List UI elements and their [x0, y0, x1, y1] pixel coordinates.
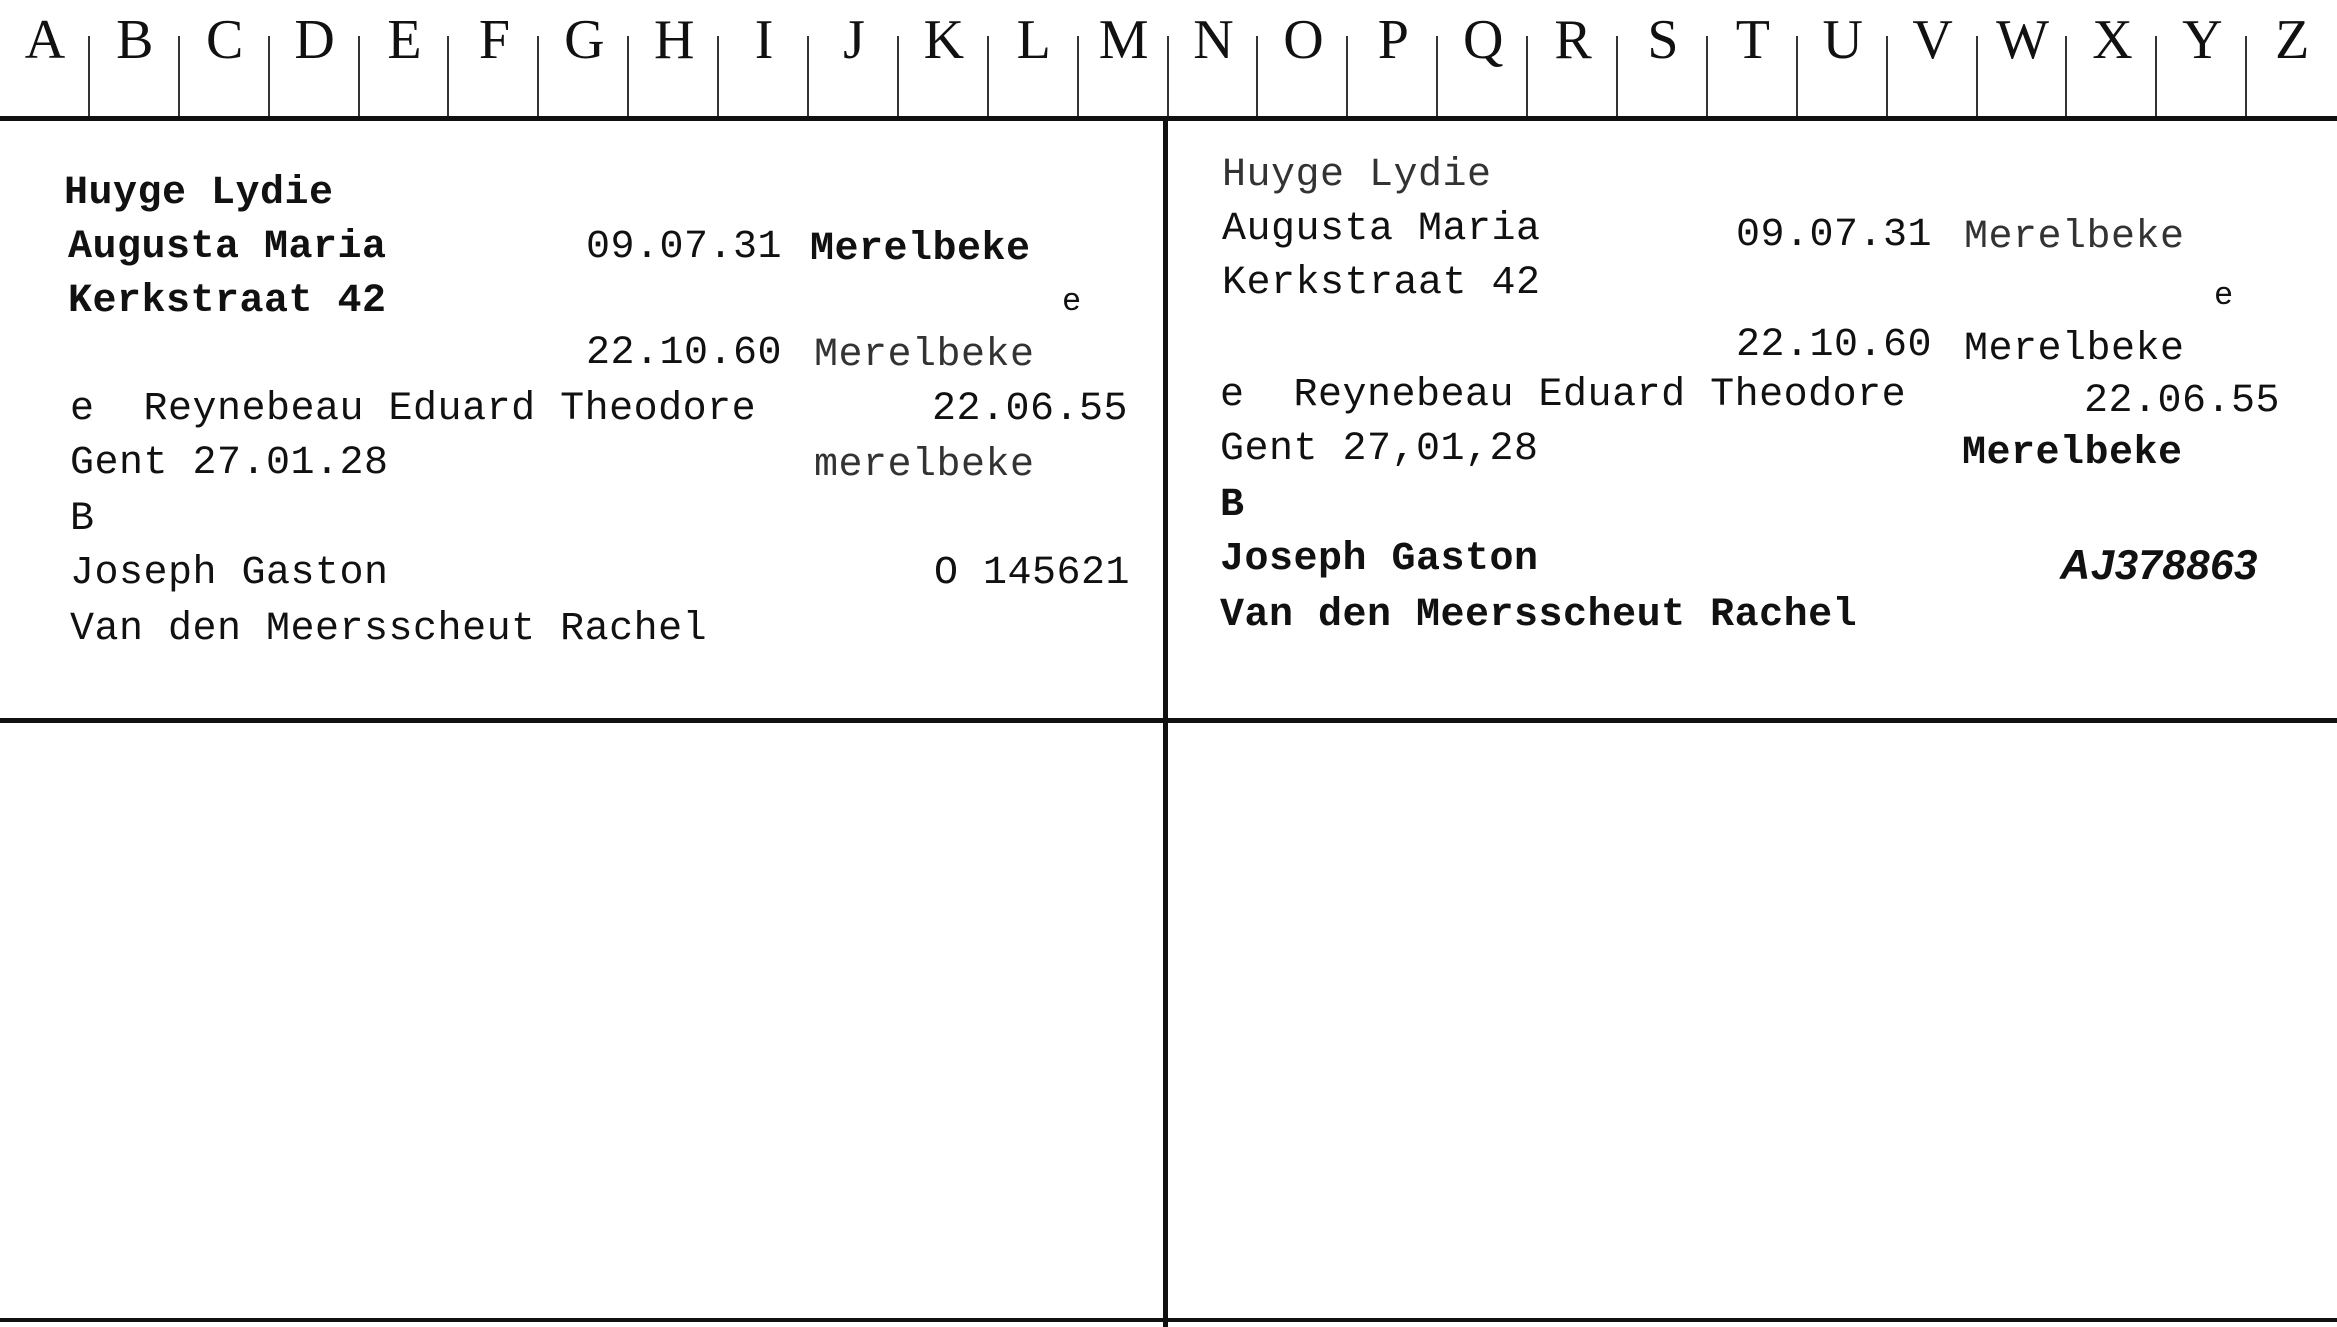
alphabet-letter-g: G [539, 0, 629, 118]
card-middle-names: Augusta Maria [1222, 207, 1541, 252]
card-marriage-date: 22.06.55 [932, 387, 1129, 432]
card-birth-place: Merelbeke [810, 227, 1031, 272]
alphabet-letter-y: Y [2157, 0, 2247, 118]
card-name: Huyge Lydie [64, 171, 334, 216]
card-note-e: e [2214, 277, 2234, 314]
alphabet-letter-x: X [2067, 0, 2157, 118]
alphabet-letter-n: N [1169, 0, 1259, 118]
alphabet-letter-u: U [1798, 0, 1888, 118]
alphabet-letter-v: V [1888, 0, 1978, 118]
card-nationality: B [1220, 483, 1245, 528]
card-marriage-date: 22.06.55 [2084, 379, 2281, 424]
alphabet-letter-m: M [1079, 0, 1169, 118]
alphabet-letter-d: D [270, 0, 360, 118]
alphabet-letter-w: W [1978, 0, 2068, 118]
alphabet-row [0, 0, 2337, 118]
card-address: Kerkstraat 42 [1222, 261, 1541, 306]
alphabet-letter-k: K [899, 0, 989, 118]
card-spouse-birth: Gent 27.01.28 [70, 441, 389, 486]
card-id-number: AJ378863 [2060, 541, 2258, 588]
card-note-e: e [1062, 283, 1082, 320]
alphabet-letter-b: B [90, 0, 180, 118]
card-date-2: 22.10.60 [1736, 323, 1933, 368]
card-nationality: B [70, 497, 95, 542]
card-marriage-place: merelbeke [814, 443, 1035, 488]
alphabet-letter-e: E [360, 0, 450, 118]
alphabet-letter-c: C [180, 0, 270, 118]
card-spouse: e Reynebeau Eduard Theodore [1220, 373, 1907, 418]
record-card-left [0, 120, 1163, 716]
card-birth-date: 09.07.31 [1736, 213, 1933, 258]
card-marriage-place: Merelbeke [1962, 431, 2183, 476]
alphabet-letter-f: F [449, 0, 539, 118]
card-row-divider [0, 718, 2337, 723]
card-mother: Van den Meersscheut Rachel [70, 607, 708, 652]
card-date-2: 22.10.60 [586, 331, 783, 376]
alphabet-letter-h: H [629, 0, 719, 118]
alphabet-letter-t: T [1708, 0, 1798, 118]
alphabet-index-strip [0, 0, 2337, 120]
card-address: Kerkstraat 42 [68, 279, 387, 324]
card-father: Joseph Gaston [1220, 537, 1539, 582]
alphabet-letter-j: J [809, 0, 899, 118]
alphabet-letter-a: A [0, 0, 90, 118]
alphabet-letter-s: S [1618, 0, 1708, 118]
alphabet-letter-r: R [1528, 0, 1618, 118]
card-mother: Van den Meersscheut Rachel [1220, 593, 1858, 638]
alphabet-letter-q: Q [1438, 0, 1528, 118]
card-id-number: O 145621 [934, 551, 1131, 596]
alphabet-letter-p: P [1348, 0, 1438, 118]
card-place-2: Merelbeke [814, 333, 1035, 378]
alphabet-letter-o: O [1258, 0, 1348, 118]
card-name: Huyge Lydie [1222, 153, 1492, 198]
card-father: Joseph Gaston [70, 551, 389, 596]
alphabet-letter-z: Z [2275, 9, 2310, 71]
card-birth-date: 09.07.31 [586, 225, 783, 270]
card-birth-place: Merelbeke [1964, 215, 2185, 260]
alphabet-letter-i: I [719, 0, 809, 118]
card-middle-names: Augusta Maria [68, 225, 387, 270]
card-spouse: e Reynebeau Eduard Theodore [70, 387, 757, 432]
record-card-right [1168, 120, 2337, 716]
alphabet-letter-l: L [989, 0, 1079, 118]
card-spouse-birth: Gent 27,01,28 [1220, 427, 1539, 472]
card-place-2: Merelbeke [1964, 327, 2185, 372]
card-bottom-border [0, 1318, 2337, 1322]
